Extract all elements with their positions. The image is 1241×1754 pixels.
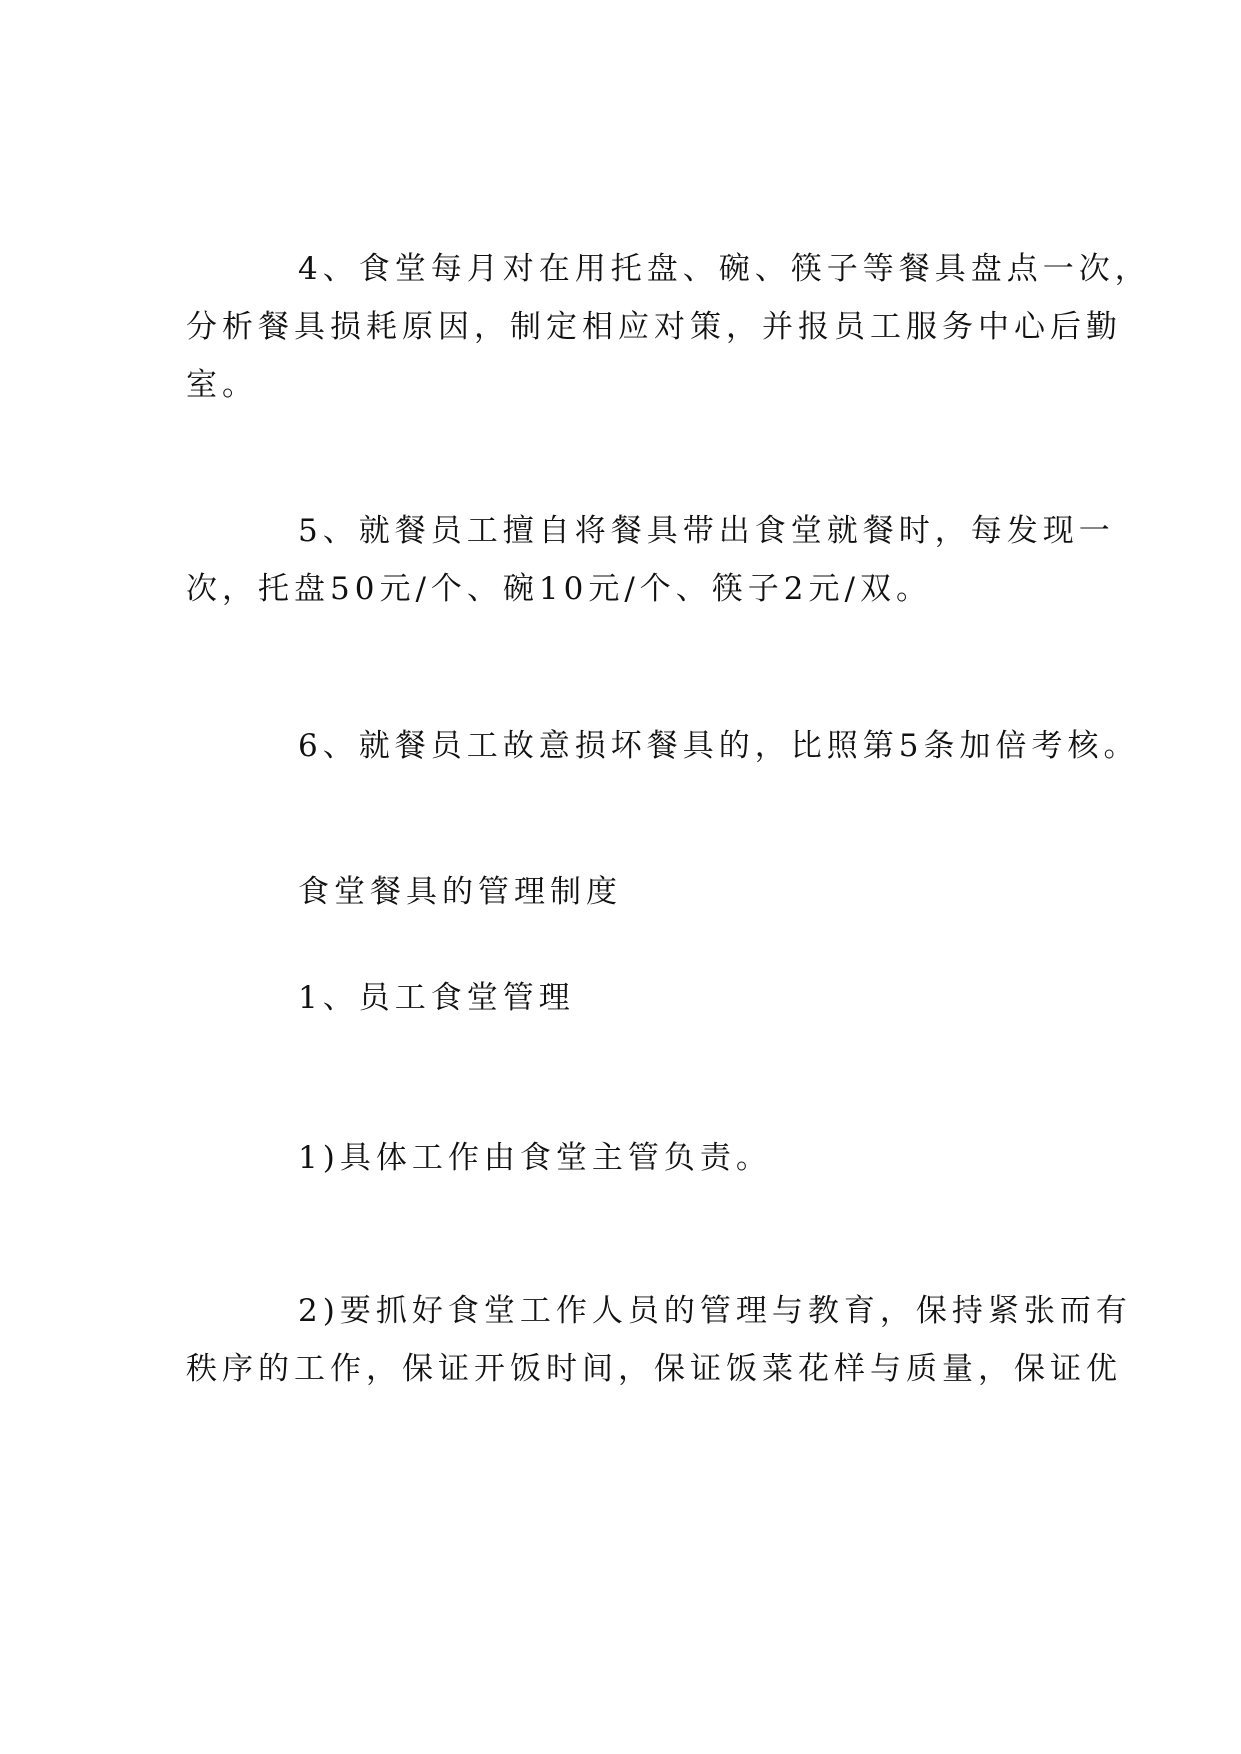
- paragraph-item-4: [186, 240, 1151, 414]
- paragraph-line: 2)要抓好食堂工作人员的管理与教育，保持紧张而有: [298, 1293, 1132, 1329]
- paragraph-line: 秩序的工作，保证开饭时间，保证饭菜花样与质量，保证优: [186, 1351, 1122, 1387]
- paragraph-line: 1、员工食堂管理: [298, 980, 575, 1016]
- section-1-item-2: [186, 1282, 1132, 1398]
- paragraph-line: 次，托盘50元/个、碗10元/个、筷子2元/双。: [186, 571, 932, 607]
- paragraph-line: 6、就餐员工故意损坏餐具的，比照第5条加倍考核。: [298, 728, 1140, 764]
- paragraph-line: 室。: [186, 367, 258, 403]
- paragraph-line: 1)具体工作由食堂主管负责。: [298, 1140, 772, 1176]
- section-heading: [186, 863, 1066, 921]
- paragraph-item-5: [186, 502, 1115, 618]
- section-1-item-1: [186, 1129, 1066, 1187]
- paragraph-line: 4、食堂每月对在用托盘、碗、筷子等餐具盘点一次，: [298, 251, 1151, 287]
- paragraph-line: 5、就餐员工擅自将餐具带出食堂就餐时，每发现一: [298, 513, 1115, 549]
- section-1-title: [186, 969, 1066, 1027]
- paragraph-item-6: [186, 717, 1140, 775]
- paragraph-line: 分析餐具损耗原因，制定相应对策，并报员工服务中心后勤: [186, 309, 1122, 345]
- heading-text: 食堂餐具的管理制度: [298, 874, 622, 910]
